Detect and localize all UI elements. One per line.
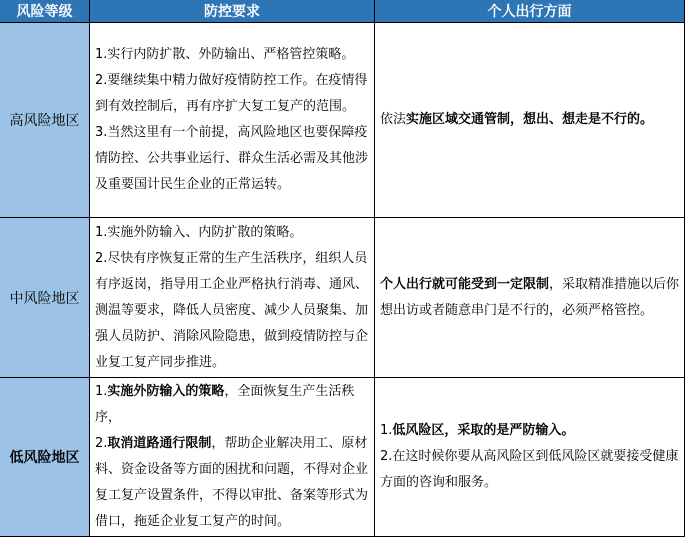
paragraph xyxy=(95,68,370,120)
paragraph xyxy=(95,246,370,376)
paragraph xyxy=(380,272,680,324)
paragraph xyxy=(10,110,80,130)
text-segment: 2. xyxy=(95,436,108,451)
text-segment: 取消道路通行限制 xyxy=(107,436,212,451)
risk-level-cell-high xyxy=(0,23,90,218)
paragraph xyxy=(95,379,370,431)
paragraph xyxy=(95,120,370,198)
header-prevention-requirements: 防控要求 xyxy=(90,0,375,23)
prevention-cell-medium xyxy=(90,218,375,378)
text-segment: ，采取精准措施以后你想出访或者随意串门是不行的，必须严格管控。 xyxy=(380,276,680,318)
paragraph xyxy=(10,288,80,308)
text-segment: 个人出行就可能受到一定限制 xyxy=(380,276,550,292)
travel-cell-low xyxy=(375,378,685,537)
travel-cell-medium xyxy=(375,218,685,378)
paragraph xyxy=(95,431,370,535)
text-segment: 2.要继续集中精力做好疫情防控工作。在疫情得到有效控制后，再有序扩大复工复产的范围。 xyxy=(95,73,368,114)
text-segment: 实施区域交通管制，想出、想走是不行的。 xyxy=(406,112,654,127)
text-segment: 1.实施外防输入、内防扩散的策略。 xyxy=(95,224,303,240)
paragraph xyxy=(380,418,680,444)
risk-level-cell-low xyxy=(0,378,90,537)
text-segment: 依法 xyxy=(380,112,407,127)
text-segment: 低风险区，采取的是严防输入。 xyxy=(392,423,575,438)
prevention-cell-high xyxy=(90,23,375,218)
text-segment: 中风险地区 xyxy=(9,290,80,307)
text-segment: 实施外防输入的策略 xyxy=(107,384,225,399)
paragraph xyxy=(95,220,370,246)
text-segment: 1. xyxy=(380,423,393,438)
text-segment: 1. xyxy=(95,384,108,399)
text-segment: 低风险地区 xyxy=(9,450,80,466)
paragraph xyxy=(95,42,370,68)
paragraph xyxy=(10,447,80,467)
text-segment: 高风险地区 xyxy=(9,113,80,129)
risk-level-cell-medium xyxy=(0,218,90,378)
header-risk-level: 风险等级 xyxy=(0,0,90,23)
paragraph xyxy=(380,107,680,133)
header-personal-travel: 个人出行方面 xyxy=(375,0,685,23)
text-segment: 1.实行内防扩散、外防输出、严格管控策略。 xyxy=(95,47,355,62)
text-segment: 3.当然这里有一个前提，高风险地区也要保障疫情防控、公共事业运行、群众生活必需及其他涉及重要国计民生企业的正常运转。 xyxy=(95,125,369,192)
text-segment: ，帮助企业解决用工、原材料、资金设备等方面的困扰和问题，不得对企业复工复产设置条件，不得以审批、备案等形式为借口，拖延企业复工复产的时间。 xyxy=(95,436,369,529)
travel-cell-high xyxy=(375,23,685,218)
text-segment: 2.尽快有序恢复正常的生产生活秩序，组织人员有序返岗，指导用工企业严格执行消毒、通风、测温等要求，降低人员密度、减少人员聚集、加强人员防护、消除风险隐患，做到疫情防控与企业复工复产同步推进。 xyxy=(95,250,369,370)
text-segment: 2.在这时候你要从高风险区到低风险区就要接受健康方面的咨询和服务。 xyxy=(380,449,679,490)
text-segment: ，全面恢复生产生活秩序， xyxy=(95,384,355,425)
paragraph xyxy=(380,444,680,496)
prevention-cell-low xyxy=(90,378,375,537)
